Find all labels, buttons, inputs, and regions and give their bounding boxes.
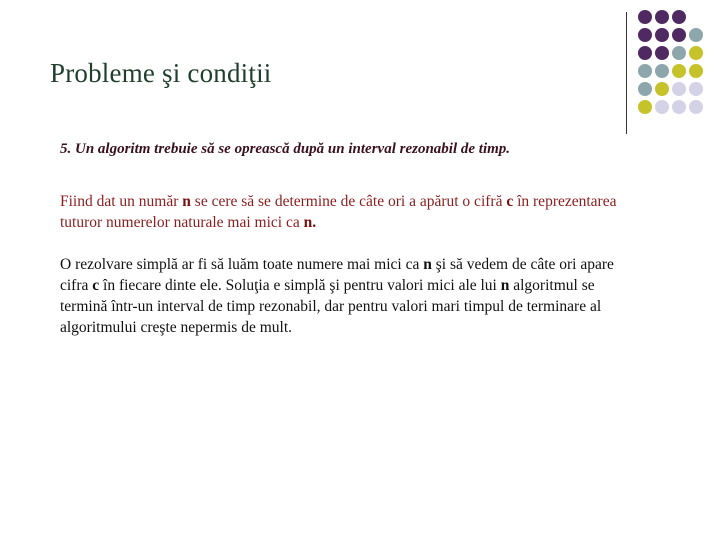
decorative-dot bbox=[689, 28, 703, 42]
decorative-dot bbox=[655, 82, 669, 96]
decorative-dot-grid bbox=[630, 10, 710, 120]
text-span: Fiind dat un număr bbox=[60, 193, 183, 210]
decorative-dot bbox=[672, 100, 686, 114]
problem-statement bbox=[60, 191, 620, 233]
text-span: algoritmul se termină într-un interval de timp rezonabil, dar pentru valori mari timpul de terminare al algoritmului creşte nepermis de mult. bbox=[60, 277, 602, 336]
decorative-dot bbox=[655, 46, 669, 60]
variable-n: n. bbox=[303, 214, 317, 231]
decorative-dot bbox=[672, 82, 686, 96]
variable-n: n bbox=[182, 193, 191, 210]
variable-n: n bbox=[500, 277, 510, 294]
decorative-dot bbox=[672, 46, 686, 60]
decorative-dot bbox=[672, 64, 686, 78]
variable-n: n bbox=[423, 256, 432, 273]
decorative-dot bbox=[689, 64, 703, 78]
decorative-dot bbox=[655, 28, 669, 42]
decorative-dot bbox=[638, 82, 652, 96]
decorative-dot bbox=[689, 46, 703, 60]
decorative-dot bbox=[655, 10, 669, 24]
condition-heading: 5. Un algoritm trebuie să se oprească după un interval rezonabil de timp. bbox=[60, 141, 511, 157]
decorative-vertical-line bbox=[626, 12, 627, 134]
variable-c: c bbox=[92, 277, 100, 294]
decorative-dot bbox=[638, 100, 652, 114]
decorative-dot bbox=[638, 46, 652, 60]
text-span: se cere să se determine de câte ori a apărut o cifră bbox=[190, 193, 507, 210]
text-span: în fiecare dinte ele. Soluţia e simplă şi pentru valori mici ale lui bbox=[99, 277, 501, 294]
decorative-dot bbox=[672, 28, 686, 42]
decorative-dot bbox=[655, 100, 669, 114]
decorative-dot bbox=[638, 28, 652, 42]
decorative-dot bbox=[689, 100, 703, 114]
decorative-dot bbox=[638, 10, 652, 24]
text-span: O rezolvare simplă ar fi să luăm toate numere mai mici ca bbox=[60, 256, 424, 273]
solution-paragraph bbox=[60, 254, 620, 338]
decorative-dot bbox=[672, 10, 686, 24]
text-span: în reprezentarea tuturor numerelor naturale mai mici ca bbox=[60, 193, 617, 231]
decorative-dot bbox=[689, 82, 703, 96]
variable-c: c bbox=[506, 193, 514, 210]
decorative-dot bbox=[655, 64, 669, 78]
decorative-dot bbox=[638, 64, 652, 78]
slide-title: Probleme şi condiţii bbox=[50, 58, 272, 88]
text-span: şi să vedem de câte ori apare cifra bbox=[60, 256, 614, 294]
